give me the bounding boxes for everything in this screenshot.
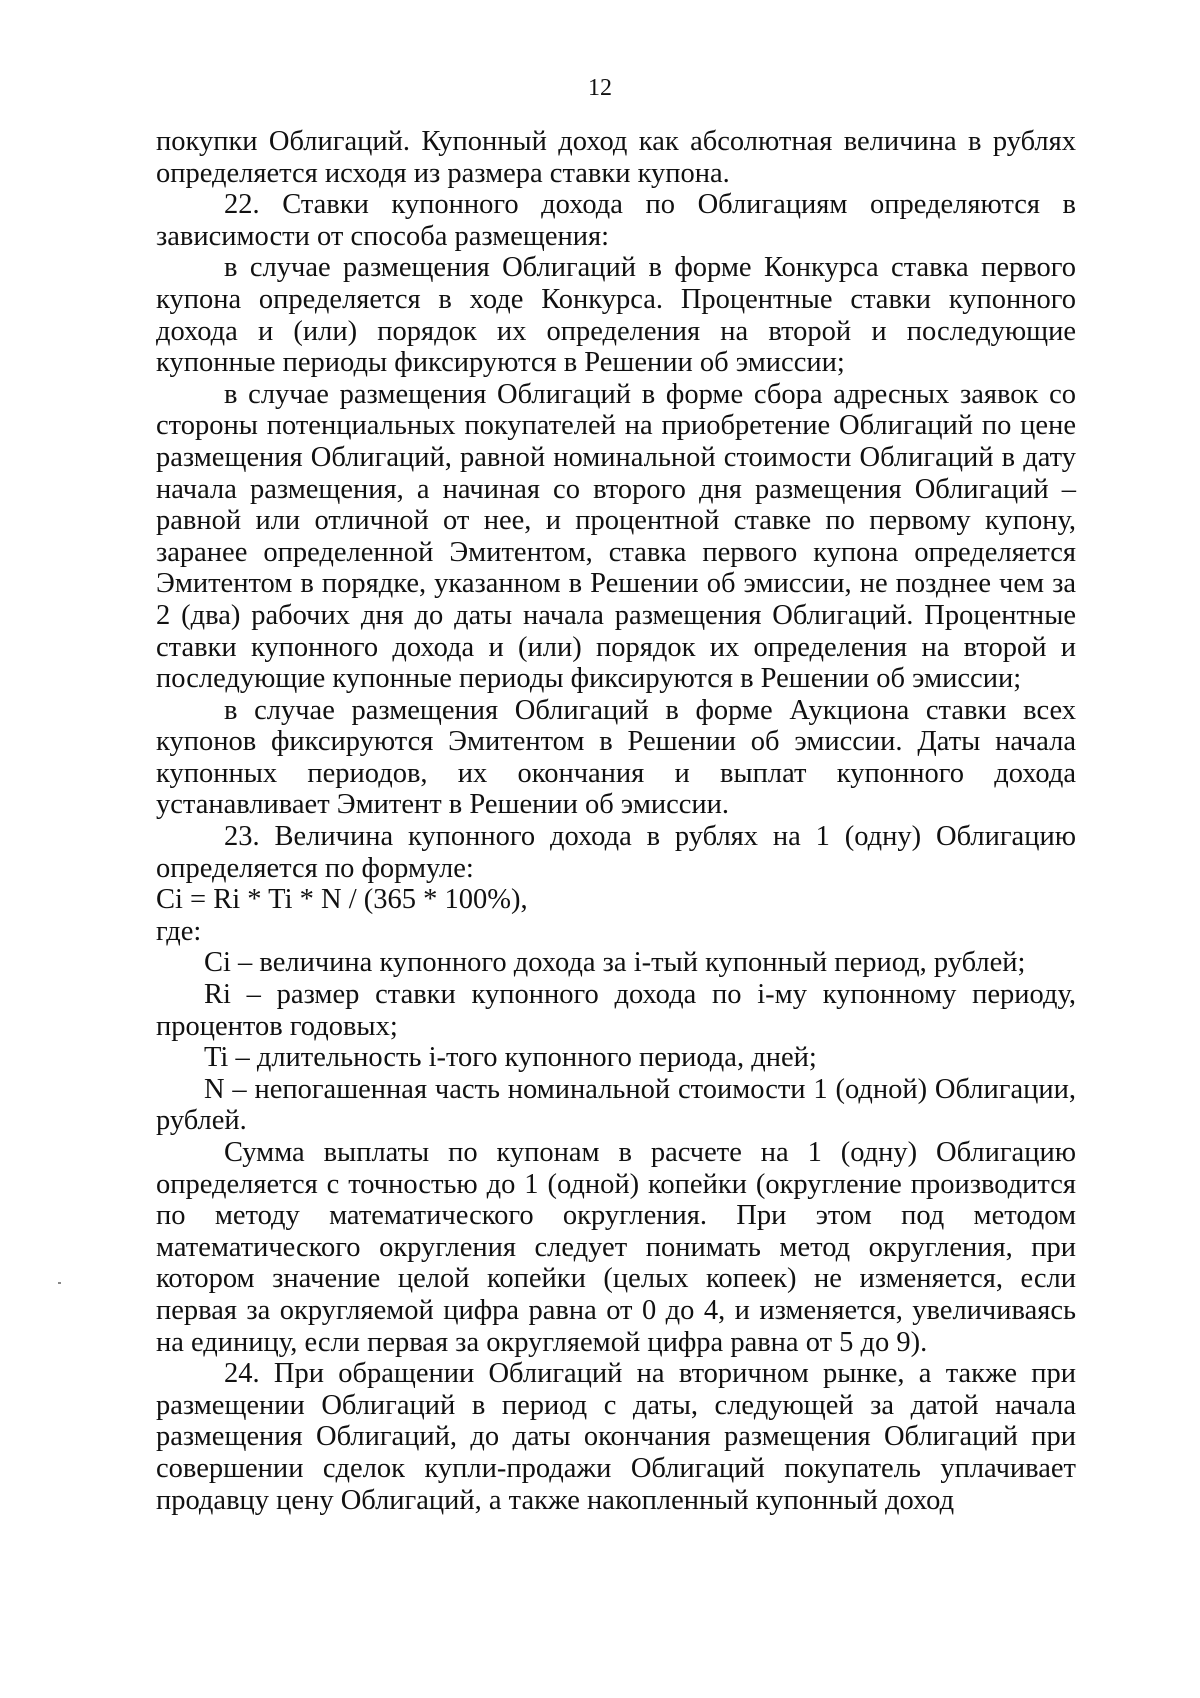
scan-speck (58, 1282, 61, 1284)
paragraph-22: 22. Ставки купонного дохода по Облигациям определяются в зависимости от способа размещения: (156, 189, 1076, 252)
paragraph-auction: в случае размещения Облигаций в форме Аукциона ставки всех купонов фиксируются Эмитентом в Решении об эмиссии. Даты начала купонных периодов, их окончания и выплат купонного дохода устанавливает Эмитент в Решении об эмиссии. (156, 694, 1076, 821)
paragraph-23: 23. Величина купонного дохода в рублях на 1 (одну) Облигацию определяется по формуле: (156, 821, 1076, 884)
page-number: 12 (588, 75, 612, 101)
definition-ti: Ti – длительность i-того купонного периода, дней; (204, 1042, 817, 1074)
paragraph-continuation: покупки Облигаций. Купонный доход как абсолютная величина в рублях определяется исходя из размера ставки купона. (156, 126, 1076, 189)
paragraph-contest: в случае размещения Облигаций в форме Конкурса ставка первого купона определяется в ходе Конкурса. Процентные ставки купонного дохода и (или) порядок их определения на второй и последующие купонные периоды фиксируются в Решении об эмиссии; (156, 252, 1076, 379)
document-body (156, 126, 1076, 1516)
paragraph-rounding: Сумма выплаты по купонам в расчете на 1 (одну) Облигацию определяется с точностью до 1 (одной) копейки (округление производится по методу математического округления. При этом под методом математического округления следует понимать метод округления, при котором значение целой копейки (целых копеек) не изменяется, если первая за округляемой цифра равна от 0 до 4, и изменяется, увеличиваясь на единицу, если первая за округляемой цифра равна от 5 до 9). (156, 1137, 1076, 1358)
coupon-formula: Ci = Ri * Ti * N / (365 * 100%), (156, 884, 528, 916)
definition-ri: Ri – размер ставки купонного дохода по i-му купонному периоду, процентов годовых; (156, 979, 1076, 1042)
definition-ci: Ci – величина купонного дохода за i-тый купонный период, рублей; (204, 947, 1026, 979)
formula-where: где: (156, 915, 202, 947)
paragraph-24: 24. При обращении Облигаций на вторичном рынке, а также при размещении Облигаций в период с даты, следующей за датой начала размещения Облигаций, до даты окончания размещения Облигаций при совершении сделок купли-продажи Облигаций покупатель уплачивает продавцу цену Облигаций, а также накопленный купонный доход (156, 1358, 1076, 1516)
definition-n: N – непогашенная часть номинальной стоимости 1 (одной) Облигации, рублей. (156, 1073, 1076, 1137)
paragraph-book-building: в случае размещения Облигаций в форме сбора адресных заявок со стороны потенциальных покупателей на приобретение Облигаций по цене размещения Облигаций, равной номинальной стоимости Облигаций в дату начала размещения, а начиная со второго дня размещения Облигаций – равной или отличной от нее, и процентной ставке по первому купону, заранее определенной Эмитентом, ставка первого купона определяется Эмитентом в порядке, указанном в Решении об эмиссии, не позднее чем за 2 (два) рабочих дня до даты начала размещения Облигаций. Процентные ставки купонного дохода и (или) порядок их определения на второй и последующие купонные периоды фиксируются в Решении об эмиссии; (156, 378, 1076, 695)
